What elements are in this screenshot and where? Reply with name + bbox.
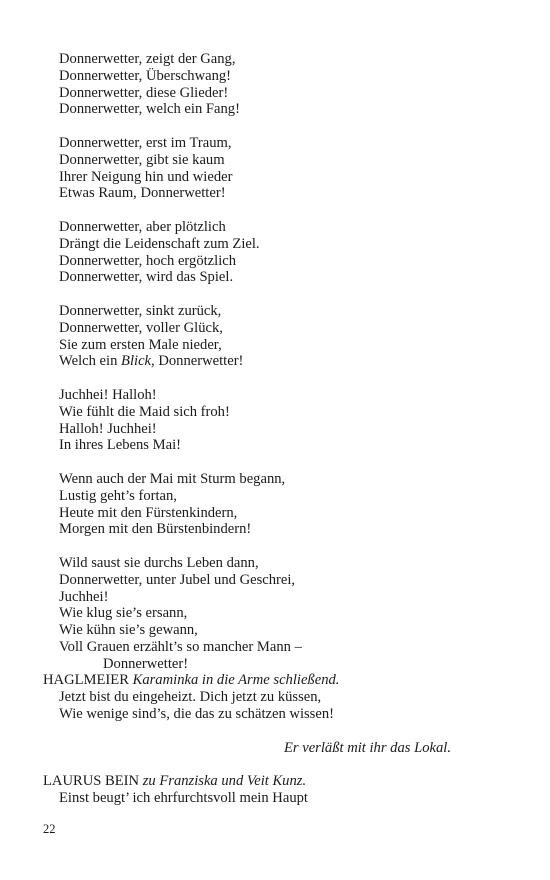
verse-line: Halloh! Juchhei! <box>59 420 157 437</box>
verse-line <box>43 353 513 370</box>
verse-line: Juchhei! <box>59 588 109 605</box>
stage-direction: Karaminka in die Arme schließend. <box>132 672 340 689</box>
page-number: 22 <box>43 822 56 836</box>
verse-line: Donnerwetter, welch ein Fang! <box>59 101 240 118</box>
dialogue-line: Jetzt bist du eingeheizt. Dich jetzt zu küssen, <box>59 689 322 706</box>
verse-line: Ihrer Neigung hin und wieder <box>59 168 233 185</box>
verse-line: In ihres Lebens Mai! <box>59 437 181 454</box>
verse-line: Wild saust sie durchs Leben dann, <box>59 554 259 571</box>
verse-line: Wie klug sie’s ersann, <box>59 605 188 622</box>
verse-line: Voll Grauen erzählt’s so mancher Mann – <box>59 638 302 655</box>
verse-line-final: Donnerwetter! <box>103 655 189 672</box>
stanza-gap <box>43 118 513 135</box>
verse-line: Donnerwetter, wird das Spiel. <box>59 269 234 286</box>
stanza-gap <box>43 202 513 219</box>
verse-line: Donnerwetter, sinkt zurück, <box>59 302 222 319</box>
verse-line: Etwas Raum, Donnerwetter! <box>59 185 226 202</box>
verse-line: Wie kühn sie’s gewann, <box>59 622 198 639</box>
emphasized-word: Blick <box>121 353 152 370</box>
stanza-gap <box>43 286 513 303</box>
stanza-gap <box>43 370 513 387</box>
verse-line: Donnerwetter, Überschwang! <box>59 67 232 84</box>
exit-stage-direction: Er verläßt mit ihr das Lokal. <box>283 739 451 756</box>
verse-line: Donnerwetter, diese Glieder! <box>59 84 229 101</box>
verse-line: Wie fühlt die Maid sich froh! <box>59 403 230 420</box>
stanza-gap <box>43 538 513 555</box>
verse-line: Donnerwetter, gibt sie kaum <box>59 151 225 168</box>
verse-line: Drängt die Leidenschaft zum Ziel. <box>59 235 260 252</box>
verse-line: Wenn auch der Mai mit Sturm begann, <box>59 470 286 487</box>
stanza-gap <box>43 723 513 740</box>
speaker-line <box>43 672 513 689</box>
verse-line: Donnerwetter, unter Jubel und Geschrei, <box>59 571 296 588</box>
stanza-gap <box>43 756 513 773</box>
verse-line: Lustig geht’s fortan, <box>59 487 177 504</box>
verse-line: Heute mit den Fürstenkindern, <box>59 504 238 521</box>
verse-text: , Donnerwetter! <box>151 353 244 370</box>
verse-line: Donnerwetter, aber plötzlich <box>59 218 226 235</box>
speaker-name: HAGLMEIER <box>43 672 129 689</box>
dialogue-line: Wie wenige sind’s, die das zu schätzen wissen! <box>59 706 334 723</box>
stage-direction: zu Franziska und Veit Kunz. <box>142 773 307 790</box>
stanza-gap <box>43 454 513 471</box>
verse-line: Sie zum ersten Male nieder, <box>59 336 222 353</box>
dialogue-line: Einst beugt’ ich ehrfurchtsvoll mein Haupt <box>59 790 308 807</box>
verse-line: Donnerwetter, hoch ergötzlich <box>59 252 237 269</box>
verse-line: Juchhei! Halloh! <box>59 386 157 403</box>
speaker-name: LAURUS BEIN <box>43 773 140 790</box>
speaker-line <box>43 773 513 790</box>
poem-text <box>43 51 513 807</box>
verse-line: Donnerwetter, zeigt der Gang, <box>59 51 236 67</box>
verse-text: Welch ein <box>59 353 122 370</box>
verse-line: Donnerwetter, voller Glück, <box>59 319 223 336</box>
verse-line: Morgen mit den Bürstenbindern! <box>59 521 252 538</box>
verse-line: Donnerwetter, erst im Traum, <box>59 134 232 151</box>
